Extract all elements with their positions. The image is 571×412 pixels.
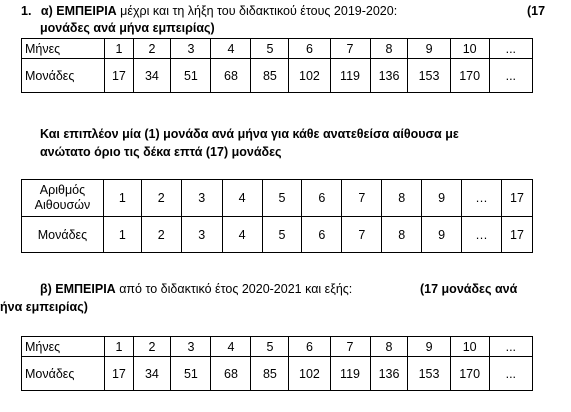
table-cell: 7 (330, 337, 370, 357)
table-cell: 51 (171, 59, 211, 93)
table-cell: 34 (133, 357, 171, 391)
table-cell: 102 (289, 59, 330, 93)
table-cell: 51 (171, 357, 211, 391)
table-cell: 68 (211, 59, 251, 93)
table-cell: 17 (105, 357, 133, 391)
section-1-bold-tail: (17 (527, 4, 546, 18)
table-row-points (22, 59, 533, 93)
table-cell: 6 (289, 337, 330, 357)
table-cell: ... (489, 39, 532, 59)
section-2-bold-line2: ήνα εμπειρίας) (0, 300, 88, 314)
table-cell: 1 (105, 39, 133, 59)
table-cell: 5 (262, 217, 302, 253)
table-cell: 4 (211, 39, 251, 59)
row-label: Μονάδες (22, 59, 105, 93)
table-cell: 6 (302, 217, 342, 253)
table-cell: 85 (251, 357, 289, 391)
table-cell: 1 (103, 217, 141, 253)
row-label-line: Αιθουσών (34, 198, 91, 212)
months-points-table-2 (21, 336, 533, 391)
table-cell: 2 (141, 217, 181, 253)
table-cell: 17 (502, 180, 533, 217)
table-cell: 8 (382, 180, 422, 217)
table-cell: 68 (211, 357, 251, 391)
table-cell: 2 (141, 180, 181, 217)
table-row-months (22, 337, 533, 357)
table-cell: 6 (289, 39, 330, 59)
table-cell: 9 (422, 217, 462, 253)
table-cell: 170 (450, 59, 489, 93)
extra-paragraph-line-1: Και επιπλέον μία (1) μονάδα ανά μήνα για κάθε ανατεθείσα αίθουσα με (40, 127, 459, 141)
classrooms-points-table (21, 179, 533, 253)
table-cell: 10 (450, 39, 489, 59)
section-1-heading (21, 3, 397, 19)
section-title: ΕΜΠΕΙΡΙΑ (55, 282, 116, 296)
table-cell: 119 (330, 357, 370, 391)
table-cell: 136 (370, 357, 408, 391)
table-cell: 6 (302, 180, 342, 217)
table-cell: 7 (342, 217, 382, 253)
section-1-bold-line2: μονάδες ανά μήνα εμπειρίας) (40, 21, 215, 35)
row-label: Μήνες (22, 39, 105, 59)
table-cell: 17 (502, 217, 533, 253)
table-row-classrooms (22, 180, 533, 217)
section-title: ΕΜΠΕΙΡΙΑ (56, 4, 117, 18)
extra-paragraph-line-2: ανώτατο όριο τις δέκα επτά (17) μονάδες (40, 145, 282, 159)
section-number: 1. (21, 4, 32, 18)
table-cell: 7 (330, 39, 370, 59)
row-label: Μήνες (22, 337, 105, 357)
table-cell: 2 (133, 337, 171, 357)
table-cell: 2 (133, 39, 171, 59)
section-text: από το διδακτικό έτος 2020-2021 και εξής: (115, 282, 353, 296)
table-cell: 3 (181, 180, 222, 217)
table-cell: 170 (450, 357, 489, 391)
table-cell: ... (489, 59, 532, 93)
table-row-points (22, 357, 533, 391)
table-cell: 153 (408, 59, 450, 93)
table-cell: 3 (171, 39, 211, 59)
table-cell: 153 (408, 357, 450, 391)
table-cell: 1 (105, 337, 133, 357)
section-text: μέχρι και τη λήξη του διδακτικού έτους 2019-2020: (116, 4, 398, 18)
table-row-months (22, 39, 533, 59)
table-cell: 9 (408, 337, 450, 357)
table-cell: 136 (370, 59, 408, 93)
row-label-line: Αριθμός (39, 183, 86, 197)
table-cell: 1 (103, 180, 141, 217)
section-letter: α) (40, 4, 53, 18)
table-cell: 4 (222, 217, 262, 253)
table-cell: 4 (211, 337, 251, 357)
table-cell: 8 (370, 39, 408, 59)
table-cell: 9 (408, 39, 450, 59)
table-cell: 7 (342, 180, 382, 217)
table-cell: 102 (289, 357, 330, 391)
table-cell: ... (489, 337, 532, 357)
table-cell: 10 (450, 337, 489, 357)
section-letter: β) (40, 282, 52, 296)
table-cell: 4 (222, 180, 262, 217)
section-2-bold-tail: (17 μονάδες ανά (420, 282, 518, 296)
table-cell: 8 (382, 217, 422, 253)
table-cell: ... (489, 357, 532, 391)
table-cell: 3 (171, 337, 211, 357)
table-cell: 34 (133, 59, 171, 93)
table-cell: 85 (251, 59, 289, 93)
table-row-points (22, 217, 533, 253)
table-cell: 5 (262, 180, 302, 217)
table-cell: 8 (370, 337, 408, 357)
table-cell: 17 (105, 59, 133, 93)
table-cell: … (462, 180, 502, 217)
table-cell: 9 (422, 180, 462, 217)
table-cell: 3 (181, 217, 222, 253)
table-cell: 119 (330, 59, 370, 93)
row-label: Μονάδες (22, 217, 104, 253)
row-label: Μονάδες (22, 357, 105, 391)
row-label (22, 180, 104, 217)
table-cell: 5 (251, 337, 289, 357)
months-points-table-1 (21, 38, 533, 93)
section-2-heading (40, 281, 352, 297)
table-cell: 5 (251, 39, 289, 59)
table-cell: … (462, 217, 502, 253)
